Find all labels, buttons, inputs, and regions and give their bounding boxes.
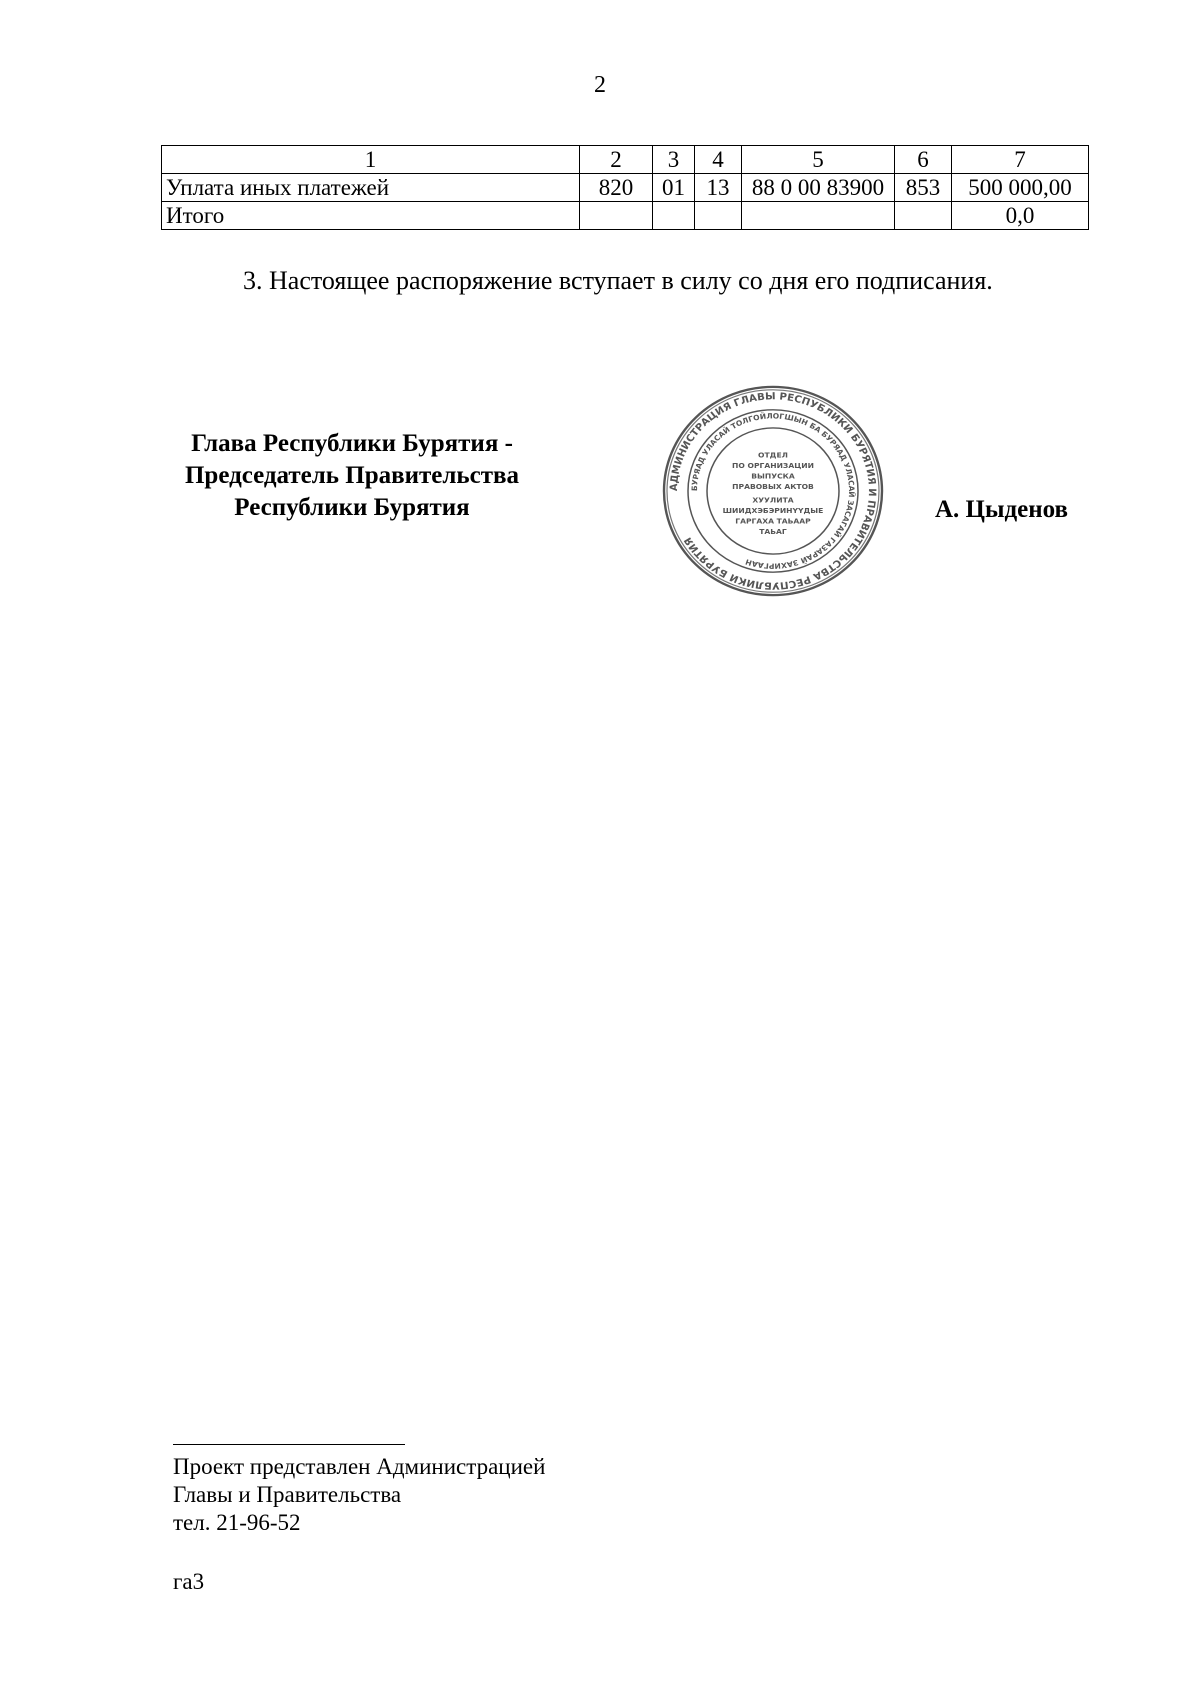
table-header-cell: 5 [742, 146, 895, 174]
seal-inner-ring-text: БУРЯАД УЛАСАЙ ТОЛГОЙЛОГШЫН БА БУРЯАД УЛАСАЙ ЗАСАГАЙ ГАЗАРАЙ ЗАХИРГААН [689, 411, 857, 571]
table-cell: 01 [653, 174, 695, 202]
footer-note [173, 1453, 545, 1537]
budget-table [161, 145, 1089, 230]
table-cell: Итого [162, 202, 580, 230]
table-cell: 13 [695, 174, 742, 202]
seal-outer-text: АДМИНИСТРАЦИЯ ГЛАВЫ РЕСПУБЛИКИ БУРЯТИЯ И ПРАВИТЕЛЬСТВА РЕСПУБЛИКИ БУРЯТИЯ [668, 391, 878, 591]
footer-note-line: Проект представлен Администрацией [173, 1454, 546, 1479]
table-cell [653, 202, 695, 230]
footer-note-line: Главы и Правительства [173, 1482, 402, 1507]
signer-title-line: Республики Бурятия [234, 494, 470, 521]
footer-divider [173, 1444, 405, 1445]
table-cell: 853 [895, 174, 952, 202]
clause-3-paragraph: 3. Настоящее распоряжение вступает в силу со дня его подписания. [243, 266, 993, 295]
seal-center-line: ОТДЕЛ [758, 450, 788, 460]
page-number: 2 [594, 72, 606, 98]
table-cell [895, 202, 952, 230]
seal-center-line: ГАРГАХА ТАЬААР [735, 516, 811, 526]
seal-center-line: ШИИДХЭБЭРИНҮҮДЫЕ [722, 506, 824, 515]
table-header-cell: 2 [580, 146, 653, 174]
official-seal [660, 383, 886, 599]
table-header-row [162, 146, 1089, 174]
seal-center-line: ТАЬАГ [759, 527, 787, 536]
table-cell: 88 0 00 83900 [742, 174, 895, 202]
seal-center-line: ХУУЛИТА [752, 495, 794, 505]
table-cell [742, 202, 895, 230]
signer-title [150, 428, 554, 524]
table-cell: 820 [580, 174, 653, 202]
table-header-cell: 6 [895, 146, 952, 174]
signer-name: А. Цыденов [935, 496, 1069, 523]
table-row [162, 174, 1089, 202]
table-header-cell: 7 [952, 146, 1089, 174]
table-cell [695, 202, 742, 230]
table-header-cell: 3 [653, 146, 695, 174]
table-header-cell: 1 [162, 146, 580, 174]
table-row [162, 202, 1089, 230]
signer-title-line: Глава Республики Бурятия - [191, 430, 513, 457]
signer-title-line: Председатель Правительства [184, 462, 520, 489]
table-cell: 500 000,00 [952, 174, 1089, 202]
table-cell: 0,0 [952, 202, 1089, 230]
table-header-cell: 4 [695, 146, 742, 174]
seal-center-line: ПО ОРГАНИЗАЦИИ [732, 461, 814, 471]
seal-center-line: ВЫПУСКА [751, 471, 795, 481]
seal-center-line: ПРАВОВЫХ АКТОВ [732, 482, 814, 492]
table-cell [580, 202, 653, 230]
footer-phone: тел. 21-96-52 [173, 1510, 301, 1535]
document-code: га3 [173, 1569, 205, 1594]
table-cell: Уплата иных платежей [162, 174, 580, 202]
